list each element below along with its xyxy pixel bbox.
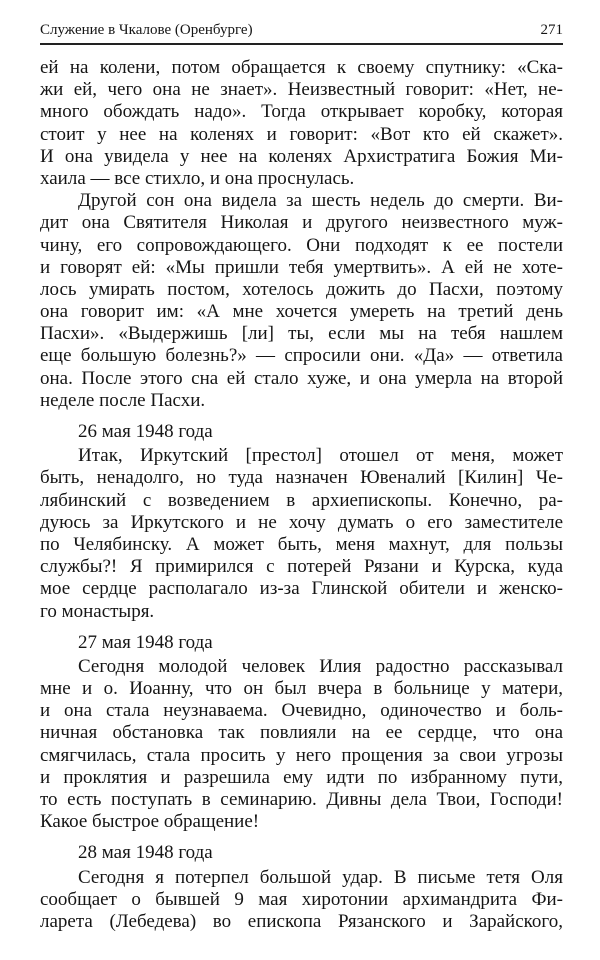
text-line: службы?! Я примирился с потерей Рязани и Курска, куда: [40, 556, 563, 578]
text-line: ничная обстановка так повлияли на ее сердце, что она: [40, 722, 563, 744]
text-line: сообщает о бывшей 9 мая хиротонии архимандрита Фи-: [40, 888, 563, 910]
text-line: лось умирать постом, хотелось дожить до Пасхи, поэтому: [40, 278, 563, 300]
text-line: хаила — все стихло, и она проснулась.: [40, 167, 355, 189]
text-line: она говорит им: «А мне хочется умереть на третий день: [40, 301, 563, 323]
paragraph: [40, 57, 563, 190]
diary-date-heading: 26 мая 1948 года: [78, 421, 213, 442]
paragraph: [40, 190, 563, 412]
text-line: го монастыря.: [40, 600, 155, 622]
text-line: неделе после Пасхи.: [40, 389, 206, 411]
text-line: и говорят ей: «Мы пришли тебя умертвить». А ей не хоте-: [40, 256, 563, 278]
text-line: мне и о. Иоанну, что он был вчера в больнице у матери,: [40, 678, 563, 700]
text-line: много обождать надо». Тогда открывает коробку, которая: [40, 101, 563, 123]
text-line: стоит у нее на коленях и говорит: «Вот кто ей скажет».: [40, 123, 563, 145]
diary-date-heading: 27 мая 1948 года: [78, 631, 213, 653]
text-line: лябинский с возведением в архиепископы. Конечно, ра-: [40, 489, 563, 511]
text-line: ей на колени, потом обращается к своему спутнику: «Ска-: [40, 57, 563, 78]
text-line: ларета (Лебедева) во епископа Рязанского и Зарайского,: [40, 910, 563, 932]
text-line: Какое быстрое обращение!: [40, 811, 260, 833]
text-line: Итак, Иркутский [престол] отошел от меня, может: [78, 445, 563, 467]
text-line: по Челябинску. А может быть, меня махнут, для пользы: [40, 533, 563, 555]
text-line: быть, ненадолго, но туда назначен Ювеналий [Килин] Че-: [40, 467, 563, 489]
text-line: она. После этого сна ей стало хуже, и она умерла на второй: [40, 367, 563, 389]
running-header: [40, 22, 563, 42]
page-body: [40, 57, 563, 933]
diary-date-heading: 28 мая 1948 года: [78, 842, 213, 864]
page-number: 271: [540, 22, 563, 38]
text-line: Сегодня молодой человек Илия радостно рассказывал: [78, 655, 563, 677]
text-line: Другой сон она видела за шесть недель до смерти. Ви-: [78, 190, 563, 212]
text-line: и проклятия и разрешила ему идти по избранному пути,: [40, 766, 563, 788]
text-line: дуюсь за Иркутского и не хочу думать о его заместителе: [40, 511, 563, 533]
paragraph: [40, 656, 563, 834]
header-rule: [40, 43, 563, 45]
text-line: то есть поступать в семинарию. Дивны дела Твои, Господи!: [40, 789, 563, 810]
paragraph: [40, 867, 563, 934]
text-line: Пасхи». «Выдержишь [ли] ты, если мы на тебя нашлем: [40, 323, 563, 345]
running-title: Служение в Чкалове (Оренбурге): [40, 22, 253, 38]
text-line: смягчилась, стала просить у него прощения за свои угрозы: [40, 744, 563, 766]
text-line: и она стала неузнаваема. Очевидно, одиночество и боль-: [40, 700, 563, 722]
text-line: дит она Святителя Николая и другого неизвестного муж-: [40, 212, 563, 234]
text-line: еще большую болезнь?» — спросили они. «Да» — ответила: [40, 345, 563, 367]
text-line: жи ей, чего она не знает». Неизвестный говорит: «Нет, не-: [40, 79, 563, 101]
text-line: чину, его сопровождающего. Они подходят к ее постели: [40, 234, 563, 256]
text-line: И она увидела у нее на коленях Архистратига Божия Ми-: [40, 145, 563, 167]
text-line: мое сердце располагало из-за Глинской обители и женско-: [40, 578, 563, 600]
paragraph: [40, 445, 563, 623]
text-line: Сегодня я потерпел большой удар. В письме тетя Оля: [78, 866, 563, 888]
